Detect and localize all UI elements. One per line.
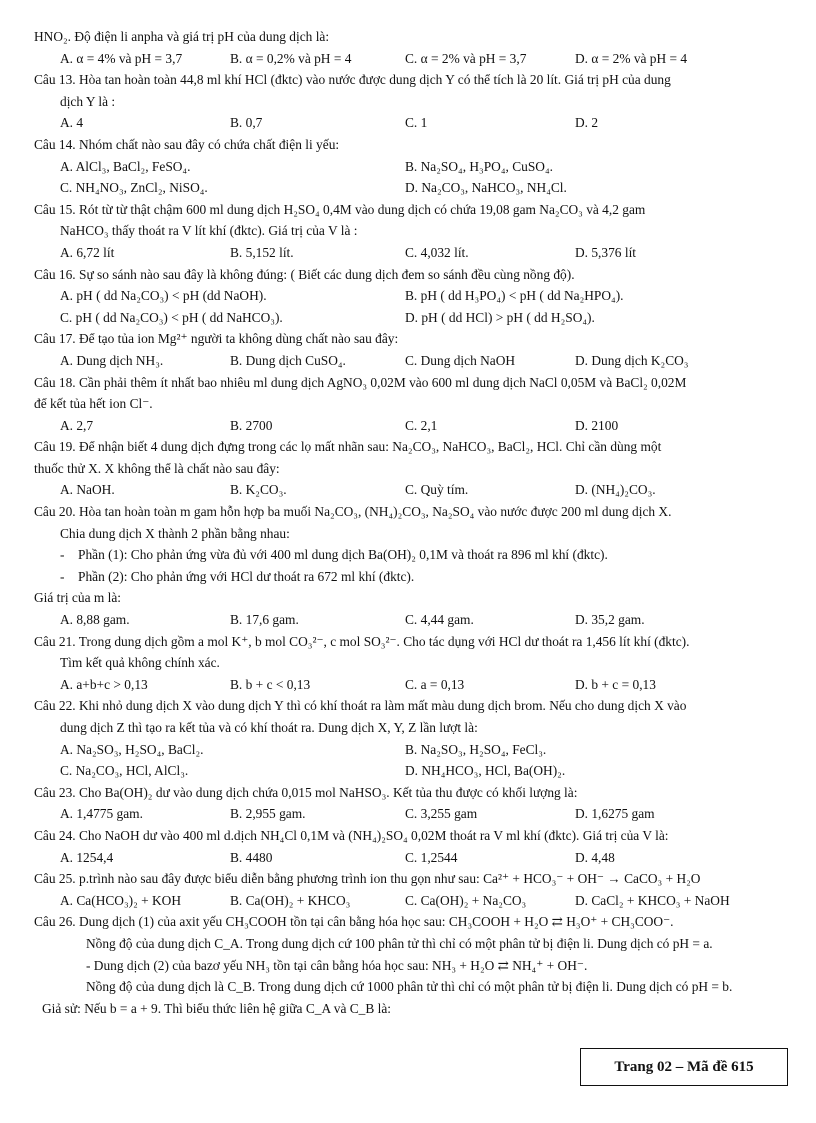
question-18-stem: Câu 18. Cần phải thêm ít nhất bao nhiêu ml dung dịch AgNO₃ 0,02M vào 600 ml dung dịch NaCl 0,05M và BaCl₂ 0,02M bbox=[34, 374, 687, 390]
option-c: C. Ca(OH)₂ + Na₂CO₃ bbox=[405, 892, 527, 908]
option-a: A. Na₂SO₃, H₂SO₄, BaCl₂. bbox=[60, 741, 204, 757]
question-21-stem: Câu 21. Trong dung dịch gồm a mol K⁺, b mol CO₃²⁻, c mol SO₃²⁻. Cho tác dụng với HCl dư thoát ra 1,456 lít khí (đktc). bbox=[34, 633, 690, 649]
question-25-stem: Câu 25. p.trình nào sau đây được biểu diễn bằng phương trình ion thu gọn như sau: Ca²⁺ + HCO₃⁻ + OH⁻ → CaCO₃ + H₂O bbox=[34, 871, 701, 887]
question-19-stem: Câu 19. Để nhận biết 4 dung dịch đựng trong các lọ mất nhãn sau: Na₂CO₃, NaHCO₃, BaCl₂, HCl. Chỉ cần dùng một bbox=[34, 439, 662, 455]
question-13-stem-cont: dịch Y là : bbox=[60, 93, 116, 109]
option-d: D. Na₂CO₃, NaHCO₃, NH₄Cl. bbox=[405, 180, 567, 196]
option-a: A. pH ( dd Na₂CO₃) < pH (dd NaOH). bbox=[60, 288, 267, 304]
option-b: B. 17,6 gam. bbox=[230, 612, 299, 628]
option-d: D. Dung dịch K₂CO₃ bbox=[575, 352, 689, 368]
option-a: A. 6,72 lít bbox=[60, 244, 115, 260]
option-d: D. NH₄HCO₃, HCl, Ba(OH)₂. bbox=[405, 763, 566, 779]
option-c: C. 1 bbox=[405, 115, 428, 131]
option-b: B. K₂CO₃. bbox=[230, 482, 287, 498]
question-20-stem: Câu 20. Hòa tan hoàn toàn m gam hỗn hợp ba muối Na₂CO₃, (NH₄)₂CO₃, Na₂SO₄ vào nước được 200 ml dung dịch X. bbox=[34, 504, 672, 520]
question-23-stem: Câu 23. Cho Ba(OH)₂ dư vào dung dịch chứa 0,015 mol NaHSO₃. Kết tủa thu được có khối lượng là: bbox=[34, 784, 578, 800]
option-b: B. 0,7 bbox=[230, 115, 263, 131]
option-c: C. 4,44 gam. bbox=[405, 612, 474, 628]
question-22-stem-cont: dung dịch Z thì tạo ra kết tủa và có khí thoát ra. Dung dịch X, Y, Z lần lượt là: bbox=[60, 720, 478, 735]
option-a: A. 4 bbox=[60, 115, 84, 131]
question-20-stem-cont: Chia dung dịch X thành 2 phần bằng nhau: bbox=[60, 525, 290, 541]
option-a: A. NaOH. bbox=[60, 482, 115, 498]
question-24-stem: Câu 24. Cho NaOH dư vào 400 ml d.dịch NH₄Cl 0,1M và (NH₄)₂SO₄ 0,02M thoát ra V ml khí (đktc). Giá trị của V là: bbox=[34, 827, 669, 843]
option-a: A. AlCl₃, BaCl₂, FeSO₄. bbox=[60, 158, 191, 174]
option-d: D. 35,2 gam. bbox=[575, 612, 645, 628]
option-b: B. Dung dịch CuSO₄. bbox=[230, 352, 346, 368]
part-1-text: Phần (1): Cho phản ứng vừa đủ với 400 ml dung dịch Ba(OH)₂ 0,1M và thoát ra 896 ml khí (đktc). bbox=[78, 547, 608, 563]
question-19-stem-cont: thuốc thử X. X không thể là chất nào sau đây: bbox=[34, 460, 280, 476]
question-21-stem-cont: Tìm kết quả không chính xác. bbox=[60, 655, 220, 671]
question-23-options bbox=[34, 803, 786, 825]
option-d: D. 4,48 bbox=[575, 849, 615, 865]
page-footer-box bbox=[580, 1048, 788, 1086]
option-d: D. 2 bbox=[575, 115, 599, 131]
option-c: C. pH ( dd Na₂CO₃) < pH ( dd NaHCO₃). bbox=[60, 309, 283, 325]
option-c: C. 3,255 gam bbox=[405, 806, 478, 822]
question-26-line-3: - Dung dịch (2) của bazơ yếu NH₃ tồn tại cân bằng hóa học sau: NH₃ + H₂O ⇄ NH₄⁺ + OH⁻. bbox=[86, 957, 588, 973]
option-b: B. Na₂SO₃, H₂SO₄, FeCl₃. bbox=[405, 741, 547, 757]
option-c: C. Dung dịch NaOH bbox=[405, 352, 516, 368]
option-c: C. 2,1 bbox=[405, 417, 438, 433]
question-14-options-cd bbox=[34, 177, 786, 199]
question-15-options bbox=[34, 242, 786, 264]
question-16-stem: Câu 16. Sự so sánh nào sau đây là không đúng: ( Biết các dung dịch đem so sánh đều cùng nồng độ). bbox=[34, 266, 575, 282]
option-b: B. Na₂SO₄, H₃PO₄, CuSO₄. bbox=[405, 158, 553, 174]
option-a: A. Ca(HCO₃)₂ + KOH bbox=[60, 892, 182, 908]
option-a: A. 8,88 gam. bbox=[60, 612, 130, 628]
question-13-stem: Câu 13. Hòa tan hoàn toàn 44,8 ml khí HCl (đktc) vào nước được dung dịch Y có thể tích là 20 lít. Giá trị pH của dung bbox=[34, 72, 671, 88]
question-12-options bbox=[34, 48, 786, 70]
option-b: B. b + c < 0,13 bbox=[230, 676, 311, 692]
option-d: D. α = 2% và pH = 4 bbox=[575, 50, 688, 66]
question-26-line-2: Nồng độ của dung dịch C_A. Trong dung dịch cứ 100 phân tử thì chỉ có một phân tử bị điện li. Dung dịch có pH = a. bbox=[86, 935, 713, 951]
question-26-line-4: Nồng độ của dung dịch là C_B. Trong dung dịch cứ 1000 phân tử thì chỉ có một phân tử bị điện li. Dung dịch có pH = b. bbox=[86, 979, 733, 995]
option-a: A. 2,7 bbox=[60, 417, 94, 433]
question-17-options bbox=[34, 350, 786, 372]
option-a: A. 1,4775 gam. bbox=[60, 806, 143, 822]
option-c: C. 1,2544 bbox=[405, 849, 458, 865]
option-c: C. Quỳ tím. bbox=[405, 482, 469, 498]
option-b: B. Ca(OH)₂ + KHCO₃ bbox=[230, 892, 351, 908]
option-a: A. Dung dịch NH₃. bbox=[60, 352, 164, 368]
option-d: D. 1,6275 gam bbox=[575, 806, 655, 822]
question-14-stem: Câu 14. Nhóm chất nào sau đây có chứa chất điện li yếu: bbox=[34, 136, 340, 152]
part-2-text: Phần (2): Cho phản ứng với HCl dư thoát ra 672 ml khí (đktc). bbox=[78, 568, 415, 584]
option-d: D. b + c = 0,13 bbox=[575, 676, 656, 692]
question-20-options bbox=[34, 609, 786, 631]
question-13-options bbox=[34, 112, 786, 134]
question-21-options bbox=[34, 674, 786, 696]
question-20-part-1: - Phần (1): Cho phản ứng vừa đủ với 400 ml dung dịch Ba(OH)₂ 0,1M và thoát ra 896 ml khí (đktc). bbox=[60, 547, 608, 563]
question-22-options-ab bbox=[34, 739, 786, 761]
option-b: B. 5,152 lít. bbox=[230, 244, 294, 260]
option-a: A. α = 4% và pH = 3,7 bbox=[60, 50, 183, 66]
option-d: D. (NH₄)₂CO₃. bbox=[575, 482, 656, 498]
option-d: D. 5,376 lít bbox=[575, 244, 637, 260]
question-24-options bbox=[34, 847, 786, 869]
question-22-stem: Câu 22. Khi nhỏ dung dịch X vào dung dịch Y thì có khí thoát ra làm mất màu dung dịch brom. Nếu cho dung dịch X vào bbox=[34, 698, 687, 714]
option-a: A. 1254,4 bbox=[60, 849, 114, 865]
question-18-stem-cont: để kết tủa hết ion Cl⁻. bbox=[34, 396, 153, 412]
option-a: A. a+b+c > 0,13 bbox=[60, 676, 148, 692]
exam-page bbox=[34, 26, 786, 1019]
option-b: B. 4480 bbox=[230, 849, 273, 865]
question-15-stem: Câu 15. Rót từ từ thật chậm 600 ml dung dịch H₂SO₄ 0,4M vào dung dịch có chứa 19,08 gam Na₂CO₃ và 4,2 gam bbox=[34, 201, 646, 217]
option-c: C. 4,032 lít. bbox=[405, 244, 469, 260]
question-16-options-ab bbox=[34, 285, 786, 307]
question-16-options-cd bbox=[34, 307, 786, 329]
question-12-stem: HNO₂. Độ điện li anpha và giá trị pH của dung dịch là: bbox=[34, 29, 330, 44]
question-20-part-2: - Phần (2): Cho phản ứng với HCl dư thoát ra 672 ml khí (đktc). bbox=[60, 568, 415, 584]
option-c: C. Na₂CO₃, HCl, AlCl₃. bbox=[60, 763, 189, 779]
option-c: C. α = 2% và pH = 3,7 bbox=[405, 50, 527, 66]
question-25-options bbox=[34, 890, 786, 912]
page-footer-label: Trang 02 – Mã đề 615 bbox=[614, 1058, 754, 1075]
question-19-options bbox=[34, 479, 786, 501]
option-c: C. NH₄NO₃, ZnCl₂, NiSO₄. bbox=[60, 180, 208, 196]
option-d: D. pH ( dd HCl) > pH ( dd H₂SO₄). bbox=[405, 309, 595, 325]
option-b: B. 2,955 gam. bbox=[230, 806, 306, 822]
option-c: C. a = 0,13 bbox=[405, 676, 465, 692]
option-b: B. α = 0,2% và pH = 4 bbox=[230, 50, 352, 66]
question-26-stem: Câu 26. Dung dịch (1) của axit yếu CH₃COOH tồn tại cân bằng hóa học sau: CH₃COOH + H₂O ⇄ H₃O⁺ + CH₃COO⁻. bbox=[34, 914, 674, 930]
question-18-options bbox=[34, 415, 786, 437]
question-22-options-cd bbox=[34, 760, 786, 782]
question-26-line-5: Giả sử: Nếu b = a + 9. Thì biểu thức liên hệ giữa C_A và C_B là: bbox=[42, 1000, 392, 1016]
option-d: D. 2100 bbox=[575, 417, 619, 433]
question-17-stem: Câu 17. Để tạo tủa ion Mg²⁺ người ta không dùng chất nào sau đây: bbox=[34, 331, 399, 347]
question-14-options-ab bbox=[34, 156, 786, 178]
option-d: D. CaCl₂ + KHCO₃ + NaOH bbox=[575, 892, 730, 908]
question-20-prompt: Giá trị của m là: bbox=[34, 590, 122, 606]
question-15-stem-cont: NaHCO₃ thấy thoát ra V lít khí (đktc). Giá trị của V là : bbox=[60, 223, 358, 239]
option-b: B. pH ( dd H₃PO₄) < pH ( dd Na₂HPO₄). bbox=[405, 288, 624, 304]
option-b: B. 2700 bbox=[230, 417, 273, 433]
